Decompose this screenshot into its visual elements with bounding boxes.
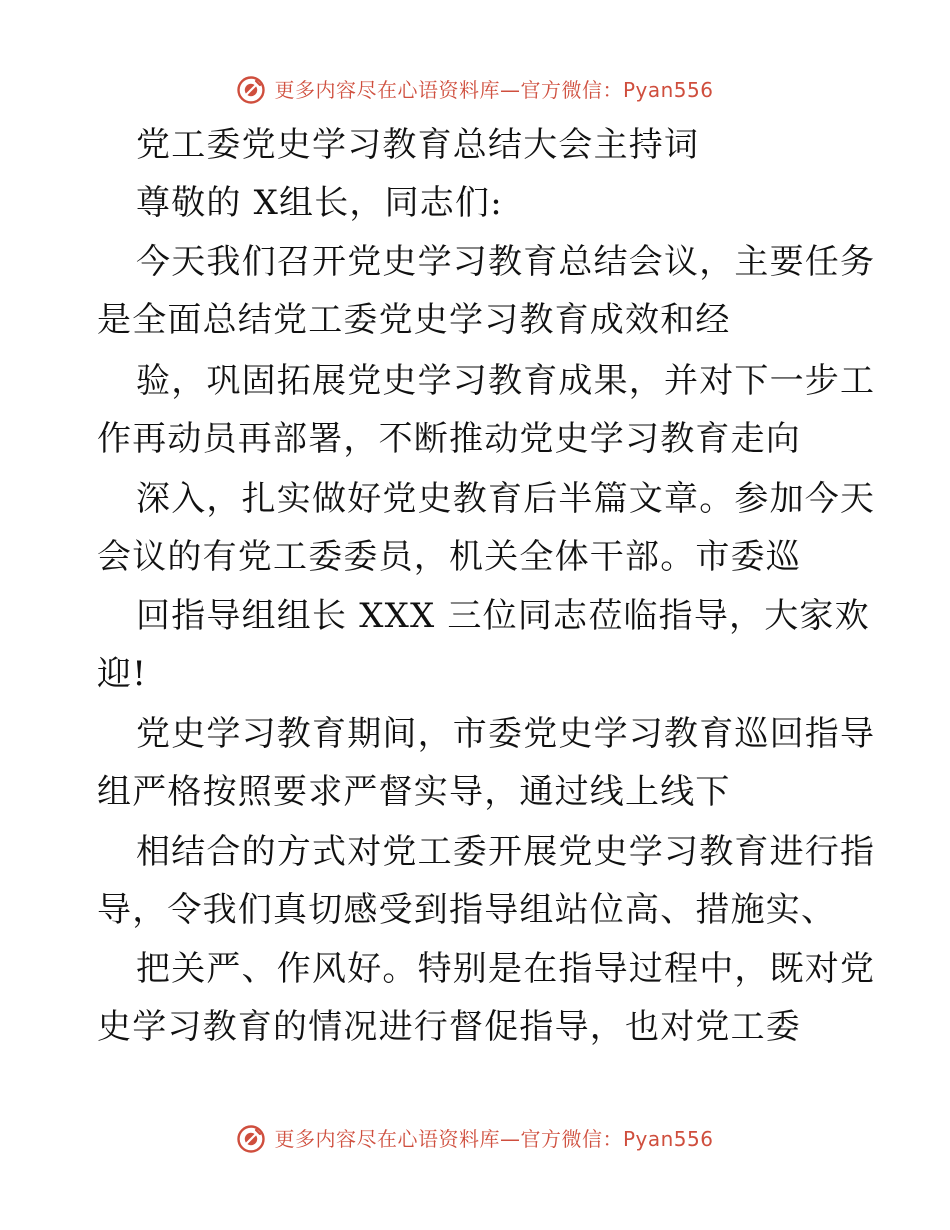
footer-text: 更多内容尽在心语资料库—官方微信：Pyan556	[274, 1127, 714, 1151]
body-line: 党史学习教育期间，市委党史学习教育巡回指导	[136, 714, 876, 754]
body-line: 是全面总结党工委党史学习教育成效和经	[97, 300, 731, 340]
seal-logo-icon	[236, 1124, 266, 1154]
body-line: 把关严、作风好。特别是在指导过程中，既对党	[136, 949, 876, 989]
body-line: 组严格按照要求严督实导，通过线上线下	[97, 772, 731, 812]
body-line: 作再动员再部署，不断推动党史学习教育走向	[97, 419, 801, 459]
body-line: 验，巩固拓展党史学习教育成果，并对下一步工	[136, 361, 876, 401]
body-line: 会议的有党工委委员，机关全体干部。市委巡	[97, 537, 801, 577]
body-line: 相结合的方式对党工委开展党史学习教育进行指	[136, 832, 876, 872]
body-line: 导，令我们真切感受到指导组站位高、措施实、	[97, 890, 837, 930]
body-line: 史学习教育的情况进行督促指导，也对党工委	[97, 1007, 801, 1047]
page-footer	[0, 1124, 950, 1154]
document-title: 党工委党史学习教育总结大会主持词	[136, 125, 700, 165]
body-line: 深入，扎实做好党史教育后半篇文章。参加今天	[136, 479, 876, 519]
body-line: 迎!	[97, 654, 148, 694]
salutation: 尊敬的 X组长，同志们:	[136, 183, 503, 223]
body-line: 回指导组组长 XXX 三位同志莅临指导，大家欢	[136, 596, 870, 636]
header-text: 更多内容尽在心语资料库—官方微信：Pyan556	[274, 78, 714, 102]
body-line: 今天我们召开党史学习教育总结会议，主要任务	[136, 242, 876, 282]
